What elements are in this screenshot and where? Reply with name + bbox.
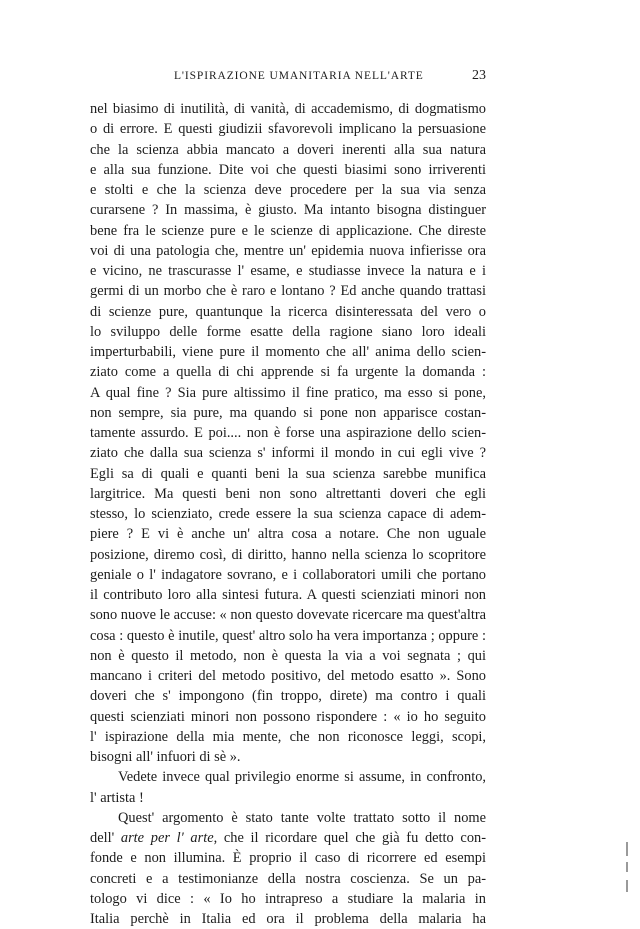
text-line: che la scienza abbia mancato a doveri inerenti alla sua natura [90,141,486,158]
text-line: bisogni all' infuori di sè ». [90,749,241,765]
text-line: geniale o l' indagatore sovrano, e i collaboratori umili che portano [90,566,486,583]
text-line: stesso, lo scienziato, crede essere la sua scienza capace di adem- [90,506,486,522]
text-line: non è questo il metodo, non è questa la via a voi segnata ; qui [90,647,486,664]
text-line: e vicino, ne trascurasse l' esame, e studiasse invece la natura e i [90,263,486,279]
text-line: ziato come a quella di chi apprende si fa urgente la domanda : [90,364,486,381]
text-line: questi scienziati minori non possono rispondere : « io ho seguito [90,708,486,725]
text-line: curarsene ? In massima, è giusto. Ma intanto bisogna distinguer [90,202,486,219]
text-line: Quest' argomento è stato tante volte trattato sotto il nome [118,809,486,826]
text-line [90,828,486,848]
running-title: L'ISPIRAZIONE UMANITARIA NELL'ARTE [174,70,424,82]
text-line: doveri che s' impongono (fin troppo, direte) ma contro i quali [90,688,486,705]
text-line: germi di un morbo che è raro e lontano ? Ed anche quando trattasi [90,283,486,300]
margin-mark [626,862,628,872]
text-line: voi di una patologia che, mentre un' epidemia nuova infierisse ora [90,242,486,259]
text-line: l' artista ! [90,789,144,806]
margin-mark [626,842,628,856]
text-line: bene fra le scienze pure e le scienze di applicazione. Che direste [90,222,486,239]
text-line: e alla sua funzione. Dite voi che questi biasimi sono irriverenti [90,161,486,178]
text-line: sono nuove le accuse: « non questo dovevate ricercare ma quest'altra [90,607,486,624]
margin-mark [626,880,628,892]
text-line: fonde e non illumina. È proprio il caso di ricorrere ed esempi [90,850,486,867]
text-line: posizione, diremo così, di diritto, hanno nella scienza lo scopritore [90,546,486,563]
text-line: non sempre, sia pure, ma quando si pone non apparisce costan- [90,404,486,421]
text-line: il contributo loro alla sintesi futura. A questi scienziati minori non [90,587,486,603]
page-number: 23 [472,68,486,83]
text-line: tologo vi dice : « Io ho intrapreso a studiare la malaria in [90,890,486,907]
text-line: nel biasimo di inutilità, di vanità, di accademismo, di dogmatismo [90,101,486,117]
text-line: tamente assurdo. E poi.... non è forse una aspirazione dello scien- [90,425,486,441]
text-line: concreti e a testimonianze della nostra coscienza. Se un pa- [90,870,486,887]
text-line: l' ispirazione della mia mente, che non riconosce leggi, scopi, [90,728,486,745]
italic-phrase: arte per l' arte [120,830,214,846]
text-line: A qual fine ? Sia pure altissimo il fine pratico, ma esso si pone, [90,384,486,401]
text-line: Italia perchè in Italia ed ora il problema della malaria ha [90,911,486,927]
text-line: imperturbabili, viene pure il momento che all' anima dello scien- [90,344,486,360]
text-line: di scienze pure, quantunque la ricerca disinteressata del vero o [90,303,486,320]
text-line: Egli sa di quali e quanti beni la sua scienza sarebbe munifica [90,465,486,482]
text-line: cosa : questo è inutile, quest' altro solo ha vera importanza ; oppure : [90,627,486,644]
text-line: ziato che dalla sua scienza s' informi il mondo in cui egli vive ? [90,445,486,462]
text-line: o di errore. E questi giudizii sfavorevoli implicano la persuasione [90,121,486,138]
text-segment: , che il ricordare quel che già fu detto con- [213,830,486,846]
text-line: mancano i criteri del metodo positivo, del metodo esatto ». Sono [90,668,486,684]
text-line: largitrice. Ma questi beni non sono altrettanti doveri che egli [90,485,486,502]
body-text [90,99,486,929]
text-line: e stolti e che la scienza deve procedere per la sua via senza [90,182,486,198]
text-line: Vedete invece qual privilegio enorme si assume, in confronto, [118,769,486,786]
running-head [90,70,486,90]
text-line: lo sviluppo delle forme esatte della ragione siano loro ideali [90,323,486,340]
text-segment: dell' [90,830,121,846]
text-line: piere ? E vi è anche un' altra cosa a notare. Che non uguale [90,526,486,543]
